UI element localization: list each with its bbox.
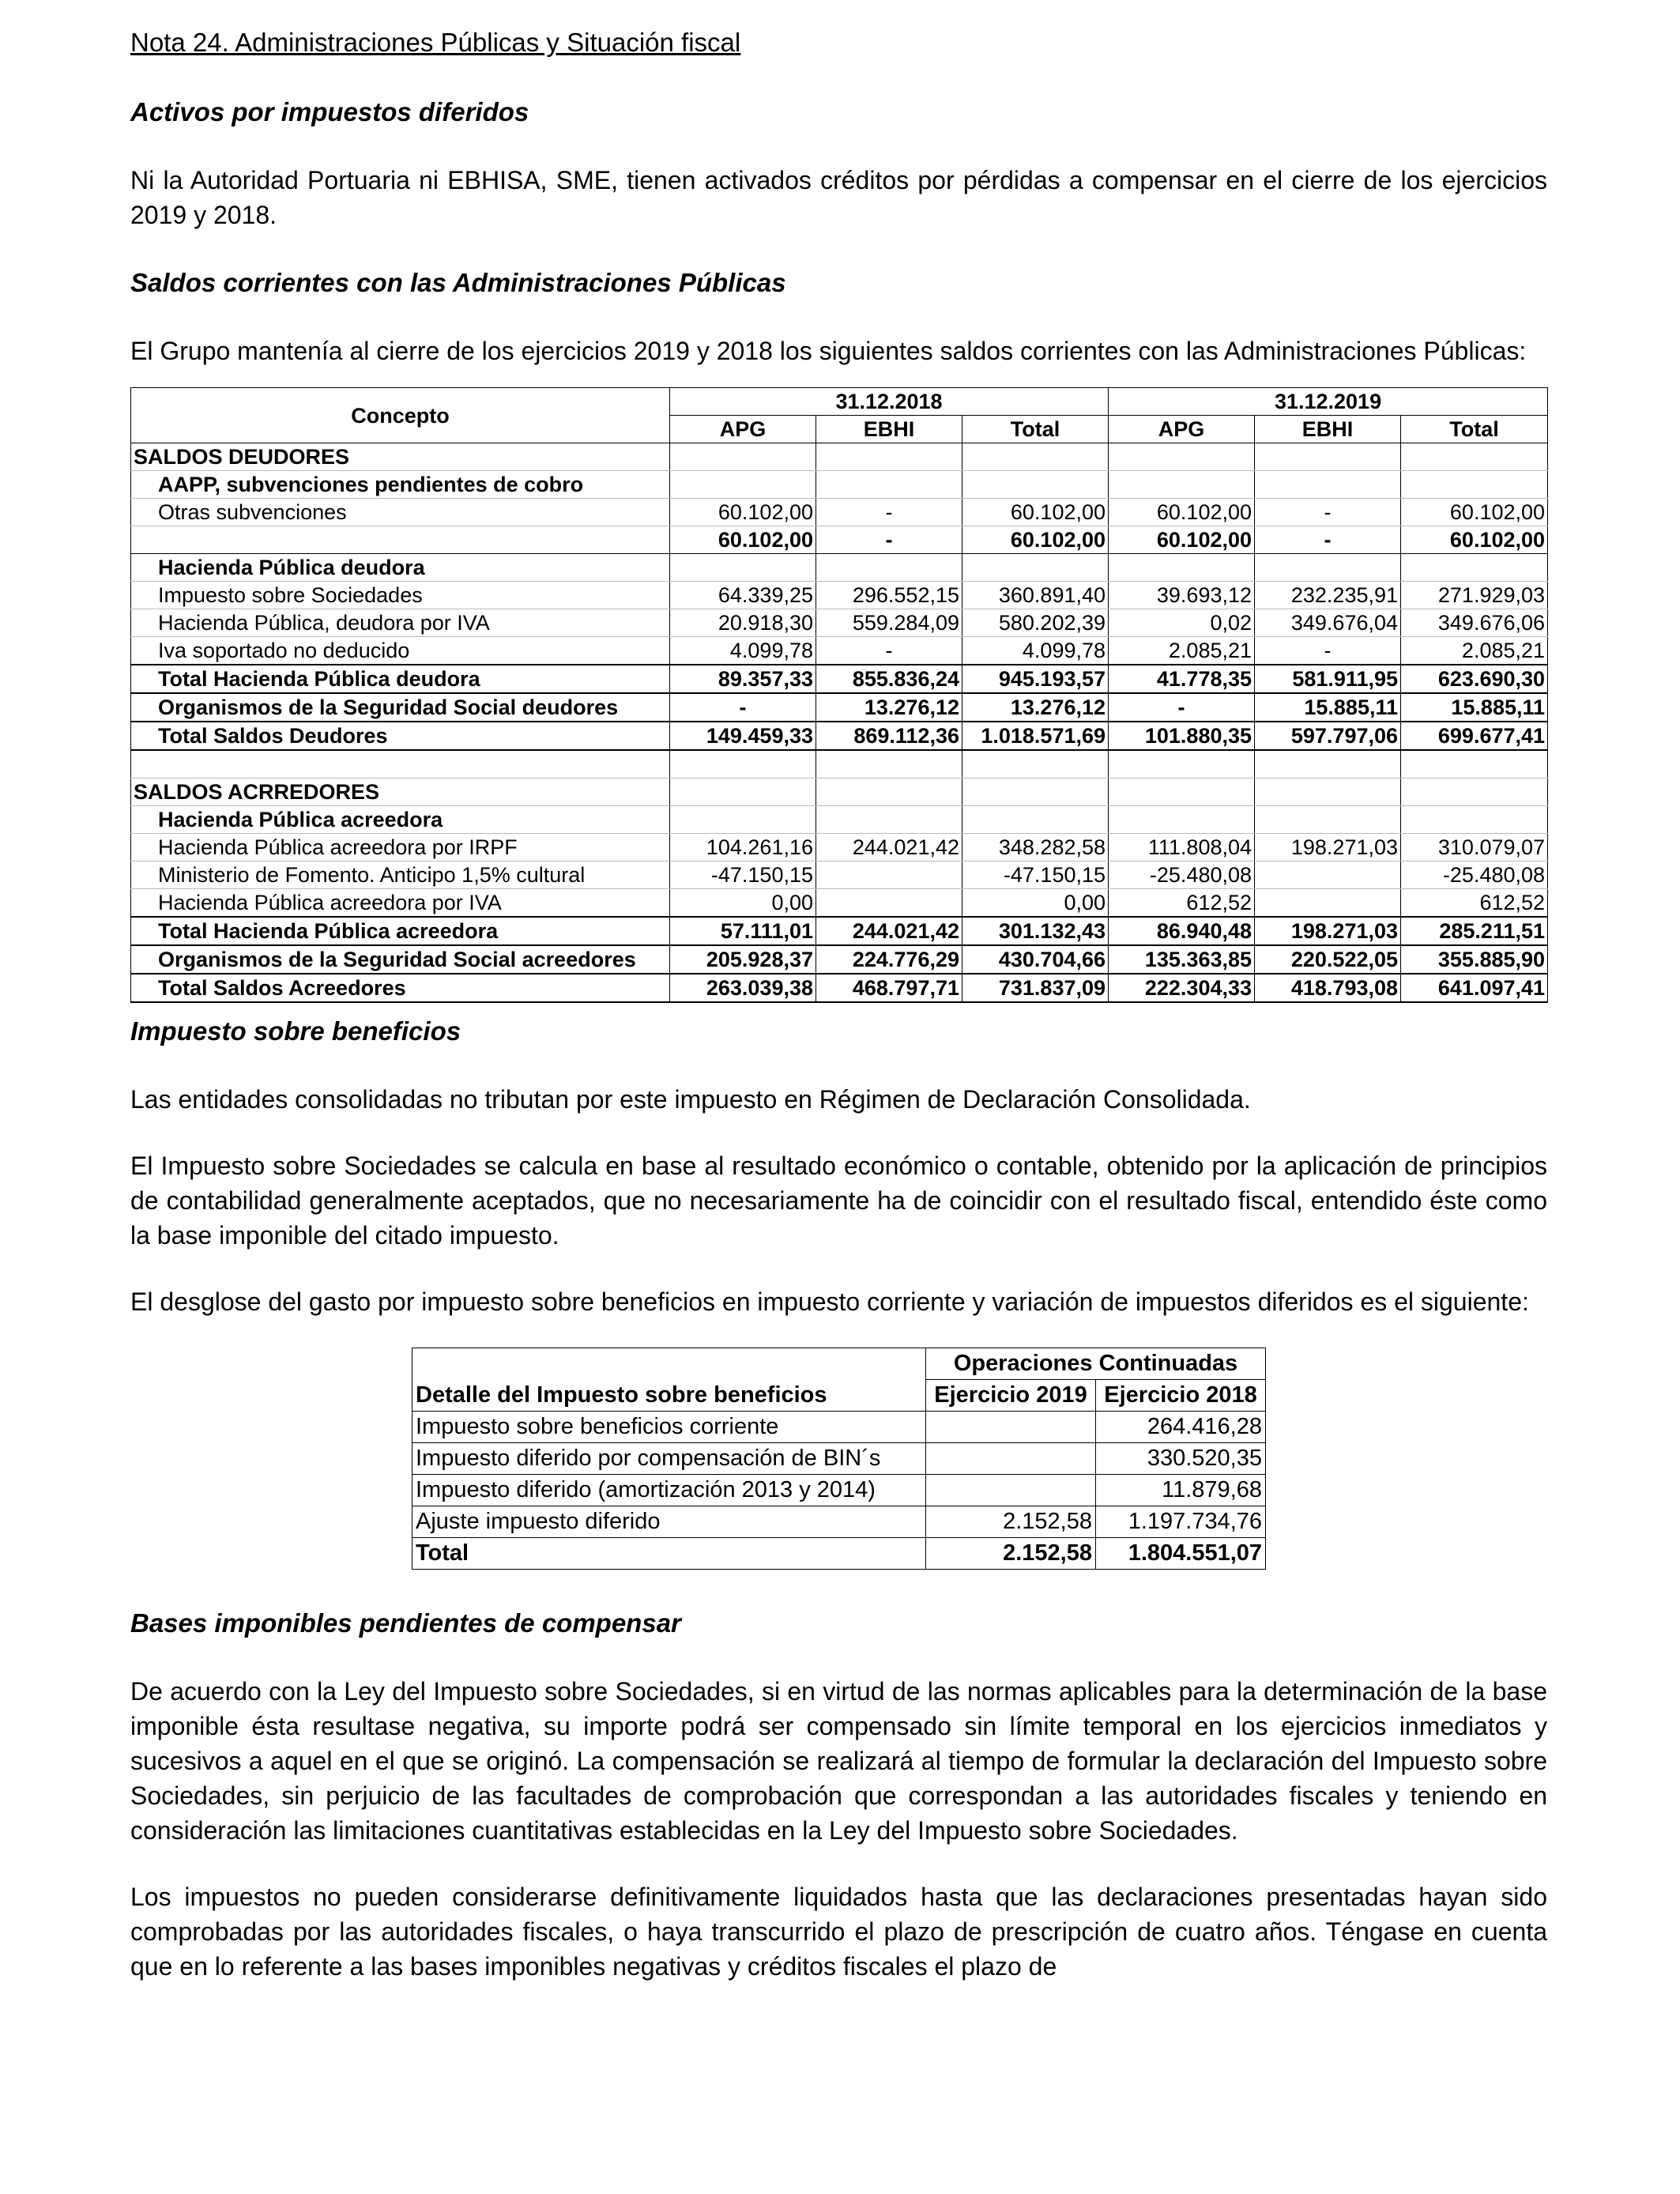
note-title: Nota 24. Administraciones Públicas y Situación fiscal xyxy=(130,28,741,57)
cell-value xyxy=(670,806,816,834)
cell-value xyxy=(816,889,962,918)
value-2018: 330.520,35 xyxy=(1096,1443,1266,1475)
cell-value: 60.102,00 xyxy=(1401,526,1548,554)
cell-value xyxy=(1109,554,1255,582)
col-apg-2018: APG xyxy=(670,416,816,443)
cell-value: 135.363,85 xyxy=(1109,945,1255,974)
cell-value xyxy=(816,471,962,499)
cell-value: 418.793,08 xyxy=(1255,974,1401,1002)
cell-value: 86.940,48 xyxy=(1109,917,1255,945)
cell-value: 220.522,05 xyxy=(1255,945,1401,974)
cell-value: 0,00 xyxy=(670,889,816,918)
heading-tax-bases: Bases imponibles pendientes de compensar xyxy=(130,1608,681,1638)
row-label: AAPP, subvenciones pendientes de cobro xyxy=(131,471,670,499)
row-label xyxy=(131,526,670,554)
paragraph-income-tax-1: Las entidades consolidadas no tributan por este impuesto en Régimen de Declaración Consolidada. xyxy=(130,1085,1251,1114)
cell-value xyxy=(962,443,1109,471)
cell-value: 612,52 xyxy=(1401,889,1548,918)
col-2018-header: Ejercicio 2018 xyxy=(1096,1380,1266,1412)
row-label: Ministerio de Fomento. Anticipo 1,5% cultural xyxy=(131,861,670,889)
cell-value: 15.885,11 xyxy=(1401,693,1548,722)
row-label: Organismos de la Seguridad Social acreedores xyxy=(131,945,670,974)
table-row xyxy=(131,526,1548,554)
row-label: Impuesto sobre beneficios corriente xyxy=(412,1412,926,1443)
row-label: Hacienda Pública acreedora por IRPF xyxy=(131,834,670,861)
row-label: Total Hacienda Pública acreedora xyxy=(131,917,670,945)
cell-value xyxy=(816,554,962,582)
cell-value: 349.676,04 xyxy=(1255,609,1401,637)
col-ebhi-2018: EBHI xyxy=(816,416,962,443)
table-row xyxy=(412,1538,1266,1570)
cell-value: 271.929,03 xyxy=(1401,582,1548,609)
cell-value xyxy=(962,750,1109,778)
cell-value xyxy=(1109,471,1255,499)
cell-value xyxy=(1255,861,1401,889)
cell-value: - xyxy=(816,499,962,526)
cell-value: 355.885,90 xyxy=(1401,945,1548,974)
cell-value: 623.690,30 xyxy=(1401,665,1548,693)
cell-value xyxy=(1255,889,1401,918)
value-2019 xyxy=(926,1475,1096,1506)
cell-value: 198.271,03 xyxy=(1255,917,1401,945)
row-label: Otras subvenciones xyxy=(131,499,670,526)
col-total-2018: Total xyxy=(962,416,1109,443)
cell-value: 60.102,00 xyxy=(1109,499,1255,526)
cell-value: 41.778,35 xyxy=(1109,665,1255,693)
detail-header: Detalle del Impuesto sobre beneficios xyxy=(412,1380,926,1412)
cell-value xyxy=(1401,778,1548,806)
cell-value xyxy=(962,471,1109,499)
table-row xyxy=(131,974,1548,1002)
cell-value xyxy=(1255,806,1401,834)
row-label: Impuesto diferido (amortización 2013 y 2014) xyxy=(412,1475,926,1506)
row-label: Impuesto diferido por compensación de BIN´s xyxy=(412,1443,926,1475)
table-row xyxy=(131,917,1548,945)
cell-value: 0,00 xyxy=(962,889,1109,918)
table-row xyxy=(131,806,1548,834)
row-label: Total Saldos Deudores xyxy=(131,722,670,750)
cell-value: 869.112,36 xyxy=(816,722,962,750)
cell-value xyxy=(670,471,816,499)
cell-value: 39.693,12 xyxy=(1109,582,1255,609)
cell-value xyxy=(1109,806,1255,834)
cell-value: 60.102,00 xyxy=(670,526,816,554)
cell-value: - xyxy=(670,693,816,722)
cell-value xyxy=(670,778,816,806)
paragraph-deferred-tax-assets: Ni la Autoridad Portuaria ni EBHISA, SME, tienen activados créditos por pérdidas a compensar en el cierre de los ejercicios 2019 y 2018. xyxy=(130,166,1547,229)
col-apg-2019: APG xyxy=(1109,416,1255,443)
cell-value: - xyxy=(1255,526,1401,554)
document-page xyxy=(130,24,1547,1984)
cell-value: 263.039,38 xyxy=(670,974,816,1002)
table-row xyxy=(131,471,1548,499)
heading-income-tax: Impuesto sobre beneficios xyxy=(130,1016,461,1046)
cell-value xyxy=(816,750,962,778)
cell-value xyxy=(1401,750,1548,778)
cell-value: 310.079,07 xyxy=(1401,834,1548,861)
table-row xyxy=(412,1475,1266,1506)
table-row xyxy=(412,1412,1266,1443)
cell-value: 149.459,33 xyxy=(670,722,816,750)
cell-value: 244.021,42 xyxy=(816,917,962,945)
cell-value: 348.282,58 xyxy=(962,834,1109,861)
value-2019: 2.152,58 xyxy=(926,1538,1096,1570)
cell-value: 581.911,95 xyxy=(1255,665,1401,693)
table-row xyxy=(131,861,1548,889)
table-row xyxy=(412,1506,1266,1538)
cell-value xyxy=(1109,778,1255,806)
col-total-2019: Total xyxy=(1401,416,1548,443)
cell-value: 360.891,40 xyxy=(962,582,1109,609)
value-2018: 1.197.734,76 xyxy=(1096,1506,1266,1538)
table-row xyxy=(131,499,1548,526)
cell-value: -47.150,15 xyxy=(670,861,816,889)
cell-value: 301.132,43 xyxy=(962,917,1109,945)
cell-value: 244.021,42 xyxy=(816,834,962,861)
table-row xyxy=(131,945,1548,974)
cell-value xyxy=(962,554,1109,582)
cell-value: 1.018.571,69 xyxy=(962,722,1109,750)
paragraph-tax-bases-2: Los impuestos no pueden considerarse definitivamente liquidados hasta que las declaraciones presentadas hayan sido comprobadas por las autoridades fiscales, o haya transcurrido el plazo de prescripción de cuatro años. Téngase en cuenta que en lo referente a las bases imponibles negativas y créditos fiscales el plazo de xyxy=(130,1883,1547,1981)
cell-value: 641.097,41 xyxy=(1401,974,1548,1002)
row-label: Total Hacienda Pública deudora xyxy=(131,665,670,693)
cell-value xyxy=(962,806,1109,834)
cell-value xyxy=(1401,554,1548,582)
row-label: Ajuste impuesto diferido xyxy=(412,1506,926,1538)
cell-value xyxy=(1401,471,1548,499)
cell-value xyxy=(670,750,816,778)
cell-value: 104.261,16 xyxy=(670,834,816,861)
table-row xyxy=(131,889,1548,918)
cell-value: 4.099,78 xyxy=(670,637,816,665)
table-row xyxy=(131,637,1548,665)
table-row xyxy=(131,722,1548,750)
table-row xyxy=(412,1443,1266,1475)
cell-value: 2.085,21 xyxy=(1401,637,1548,665)
cell-value xyxy=(816,861,962,889)
row-label: Impuesto sobre Sociedades xyxy=(131,582,670,609)
heading-current-balances: Saldos corrientes con las Administraciones Públicas xyxy=(130,268,786,297)
cell-value xyxy=(670,554,816,582)
cell-value: 198.271,03 xyxy=(1255,834,1401,861)
row-label: Hacienda Pública, deudora por IVA xyxy=(131,609,670,637)
row-label: Iva soportado no deducido xyxy=(131,637,670,665)
cell-value: 111.808,04 xyxy=(1109,834,1255,861)
col-2019-header: Ejercicio 2019 xyxy=(926,1380,1096,1412)
cell-value: 597.797,06 xyxy=(1255,722,1401,750)
cell-value: 89.357,33 xyxy=(670,665,816,693)
table-row xyxy=(131,665,1548,693)
cell-value: 60.102,00 xyxy=(962,499,1109,526)
table-row xyxy=(131,750,1548,778)
paragraph-tax-bases-1: De acuerdo con la Ley del Impuesto sobre Sociedades, si en virtud de las normas aplicables para la determinación de la base imponible ésta resultase negativa, su importe podrá ser compensado sin límite temporal en los ejercicios inmediatos y sucesivos a aquel en el que se originó. La compensación se realizará al tiempo de formular la declaración del Impuesto sobre Sociedades, sin perjuicio de las facultades de comprobación que correspondan a las autoridades fiscales y teniendo en consideración las limitaciones cuantitativas establecidas en la Ley del Impuesto sobre Sociedades. xyxy=(130,1677,1547,1845)
cell-value: 13.276,12 xyxy=(816,693,962,722)
row-label: Organismos de la Seguridad Social deudores xyxy=(131,693,670,722)
cell-value xyxy=(1255,471,1401,499)
cell-value xyxy=(1401,806,1548,834)
cell-value: 60.102,00 xyxy=(1109,526,1255,554)
cell-value: 64.339,25 xyxy=(670,582,816,609)
table-row xyxy=(131,609,1548,637)
row-label: Hacienda Pública acreedora por IVA xyxy=(131,889,670,918)
value-2018: 264.416,28 xyxy=(1096,1412,1266,1443)
cell-value: 4.099,78 xyxy=(962,637,1109,665)
cell-value xyxy=(816,778,962,806)
table-row xyxy=(131,443,1548,471)
cell-value: 60.102,00 xyxy=(1401,499,1548,526)
value-2019 xyxy=(926,1412,1096,1443)
cell-value: -25.480,08 xyxy=(1109,861,1255,889)
period-2018-header: 31.12.2018 xyxy=(670,388,1109,416)
balances-table xyxy=(130,387,1548,1003)
cell-value: 60.102,00 xyxy=(962,526,1109,554)
cell-value: 224.776,29 xyxy=(816,945,962,974)
cell-value: 612,52 xyxy=(1109,889,1255,918)
col-ebhi-2019: EBHI xyxy=(1255,416,1401,443)
cell-value: 15.885,11 xyxy=(1255,693,1401,722)
cell-value: 430.704,66 xyxy=(962,945,1109,974)
cell-value xyxy=(962,778,1109,806)
value-2019: 2.152,58 xyxy=(926,1506,1096,1538)
row-label: Total Saldos Acreedores xyxy=(131,974,670,1002)
cell-value xyxy=(1401,443,1548,471)
period-2019-header: 31.12.2019 xyxy=(1109,388,1548,416)
row-label: Total xyxy=(412,1538,926,1570)
row-label: SALDOS DEUDORES xyxy=(131,443,670,471)
continuing-operations-header: Operaciones Continuadas xyxy=(926,1348,1266,1380)
cell-value xyxy=(670,443,816,471)
income-tax-table xyxy=(412,1348,1266,1570)
cell-value: 57.111,01 xyxy=(670,917,816,945)
heading-deferred-tax-assets: Activos por impuestos diferidos xyxy=(130,97,529,126)
cell-value: 855.836,24 xyxy=(816,665,962,693)
cell-value: 60.102,00 xyxy=(670,499,816,526)
cell-value: 0,02 xyxy=(1109,609,1255,637)
value-2018: 11.879,68 xyxy=(1096,1475,1266,1506)
table-row xyxy=(131,693,1548,722)
cell-value: 699.677,41 xyxy=(1401,722,1548,750)
cell-value xyxy=(1255,750,1401,778)
cell-value: 285.211,51 xyxy=(1401,917,1548,945)
paragraph-income-tax-2: El Impuesto sobre Sociedades se calcula en base al resultado económico o contable, obtenido por la aplicación de principios de contabilidad generalmente aceptados, que no necesariamente ha de coincidir con el resultado fiscal, entendido éste como la base imponible del citado impuesto. xyxy=(130,1152,1547,1250)
cell-value: 731.837,09 xyxy=(962,974,1109,1002)
paragraph-current-balances: El Grupo mantenía al cierre de los ejercicios 2019 y 2018 los siguientes saldos corrientes con las Administraciones Públicas: xyxy=(130,337,1527,365)
cell-value: 222.304,33 xyxy=(1109,974,1255,1002)
row-label: Hacienda Pública acreedora xyxy=(131,806,670,834)
income-tax-table-corner xyxy=(412,1348,926,1380)
cell-value xyxy=(1255,554,1401,582)
concept-header: Concepto xyxy=(131,388,670,443)
cell-value: 232.235,91 xyxy=(1255,582,1401,609)
cell-value xyxy=(1255,778,1401,806)
cell-value xyxy=(816,806,962,834)
cell-value: - xyxy=(816,526,962,554)
cell-value: - xyxy=(1255,637,1401,665)
row-label xyxy=(131,750,670,778)
cell-value: 2.085,21 xyxy=(1109,637,1255,665)
cell-value: 20.918,30 xyxy=(670,609,816,637)
cell-value: 296.552,15 xyxy=(816,582,962,609)
cell-value: 468.797,71 xyxy=(816,974,962,1002)
cell-value: -25.480,08 xyxy=(1401,861,1548,889)
value-2018: 1.804.551,07 xyxy=(1096,1538,1266,1570)
row-label: SALDOS ACRREDORES xyxy=(131,778,670,806)
table-row xyxy=(131,834,1548,861)
paragraph-income-tax-3: El desglose del gasto por impuesto sobre beneficios en impuesto corriente y variación de impuestos diferidos es el siguiente: xyxy=(130,1287,1529,1316)
cell-value: 205.928,37 xyxy=(670,945,816,974)
cell-value: - xyxy=(816,637,962,665)
cell-value: 559.284,09 xyxy=(816,609,962,637)
table-row xyxy=(131,554,1548,582)
cell-value: 580.202,39 xyxy=(962,609,1109,637)
cell-value: 945.193,57 xyxy=(962,665,1109,693)
cell-value: 349.676,06 xyxy=(1401,609,1548,637)
cell-value: 13.276,12 xyxy=(962,693,1109,722)
cell-value xyxy=(1255,443,1401,471)
cell-value: - xyxy=(1255,499,1401,526)
cell-value xyxy=(816,443,962,471)
table-row xyxy=(131,778,1548,806)
value-2019 xyxy=(926,1443,1096,1475)
cell-value: - xyxy=(1109,693,1255,722)
cell-value xyxy=(1109,443,1255,471)
table-row xyxy=(131,582,1548,609)
cell-value: 101.880,35 xyxy=(1109,722,1255,750)
cell-value: -47.150,15 xyxy=(962,861,1109,889)
row-label: Hacienda Pública deudora xyxy=(131,554,670,582)
cell-value xyxy=(1109,750,1255,778)
